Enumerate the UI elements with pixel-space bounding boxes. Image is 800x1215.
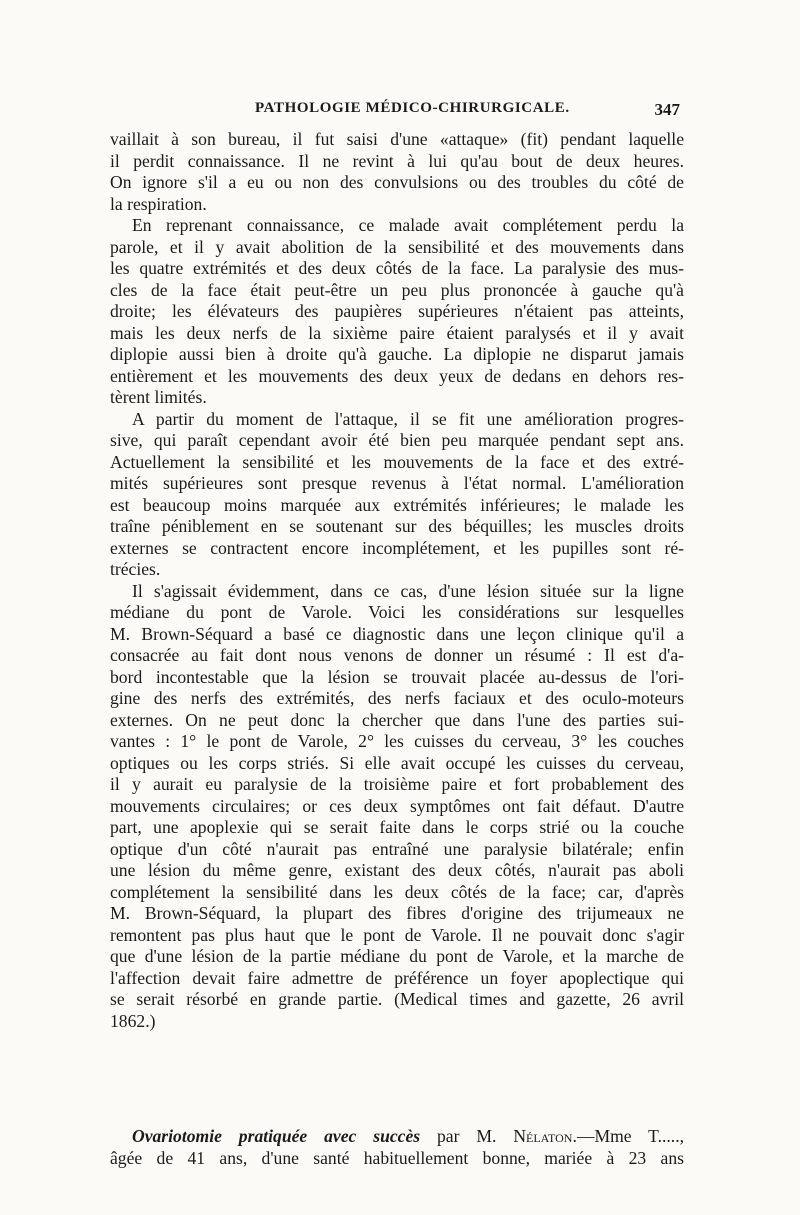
text-line: optiques ou les corps striés. Si elle avait occupé les cuisses du cerveau,: [110, 752, 684, 773]
text-line: la respiration.: [110, 193, 207, 214]
article-heading-rest: .—Mme T.....,: [572, 1126, 684, 1146]
text-line: mouvements circulaires; or ces deux symptômes ont fait défaut. D'autre: [110, 795, 684, 816]
text-line: parole, et il y avait abolition de la sensibilité et des mouvements dans: [110, 236, 684, 257]
text-line: les quatre extrémités et des deux côtés de la face. La paralysie des mus-: [110, 258, 684, 278]
text-line: A partir du moment de l'attaque, il se fit une amélioration progres-: [132, 408, 684, 429]
page-header: [110, 100, 680, 128]
text-line: se serait résorbé en grande partie. (Medical times and gazette, 26 avril: [110, 989, 684, 1009]
text-line: externes se contractent encore incomplétement, et les pupilles sont ré-: [110, 537, 684, 558]
text-line: sive, qui paraît cependant avoir été bien peu marquée pendant sept ans.: [110, 430, 684, 450]
body-text: [110, 129, 684, 1032]
article-heading-line: [110, 1126, 684, 1148]
text-line: part, une apoplexie qui se serait faite dans le corps strié ou la couche: [110, 817, 684, 837]
page-number: 347: [654, 100, 680, 119]
text-line: il y aurait eu paralysie de la troisième paire et fort probablement des: [110, 774, 684, 794]
text-line: gine des nerfs des extrémités, des nerfs faciaux et des oculo-moteurs: [110, 688, 684, 708]
text-line: externes. On ne peut donc la chercher que dans l'une des parties sui-: [110, 709, 684, 730]
text-line: En reprenant connaissance, ce malade avait complétement perdu la: [132, 215, 684, 235]
article-by: par M.: [420, 1126, 514, 1146]
article-title: Ovariotomie pratiquée avec succès: [132, 1126, 421, 1146]
text-line: Il s'agissait évidemment, dans ce cas, d'une lésion située sur la ligne: [132, 580, 684, 601]
text-line: Actuellement la sensibilité et les mouvements de la face et des extré-: [110, 451, 684, 472]
text-line: complétement la sensibilité dans les deux côtés de la face; car, d'après: [110, 881, 684, 902]
text-line: bord incontestable que la lésion se trouvait placée au-dessus de l'ori-: [110, 666, 684, 687]
text-line: traîne péniblement en se soutenant sur des béquilles; les muscles droits: [110, 516, 684, 536]
text-line: On ignore s'il a eu ou non des convulsions ou des troubles du côté de: [110, 172, 684, 192]
text-line: remontent pas plus haut que le pont de Varole. Il ne pouvait donc s'agir: [110, 924, 684, 945]
text-line: 1862.): [110, 1010, 156, 1031]
text-line: l'affection devait faire admettre de préférence un foyer apoplectique qui: [110, 967, 684, 988]
text-line: mités supérieures sont presque revenus à l'état normal. L'amélioration: [110, 473, 684, 493]
text-line: il perdit connaissance. Il ne revint à lui qu'au bout de deux heures.: [110, 150, 684, 171]
running-title: PATHOLOGIE MÉDICO-CHIRURGICALE.: [255, 100, 570, 116]
text-line: M. Brown-Séquard, la plupart des fibres d'origine des trijumeaux ne: [110, 903, 684, 923]
text-line: médiane du pont de Varole. Voici les considérations sur lesquelles: [110, 602, 684, 622]
text-line: âgée de 41 ans, d'une santé habituellement bonne, mariée à 23 ans: [110, 1147, 684, 1168]
text-line: est beaucoup moins marquée aux extrémités inférieures; le malade les: [110, 494, 684, 515]
text-line: droite; les élévateurs des paupières supérieures n'étaient pas atteints,: [110, 301, 684, 321]
text-line: tèrent limités.: [110, 387, 207, 407]
text-line: diplopie aussi bien à droite qu'à gauche. La diplopie ne disparut jamais: [110, 344, 684, 364]
text-line: mais les deux nerfs de la sixième paire étaient paralysés et il y avait: [110, 322, 684, 343]
text-line: M. Brown-Séquard a basé ce diagnostic dans une leçon clinique qu'il a: [110, 623, 684, 644]
text-line: que d'une lésion de la partie médiane du pont de Varole, et la marche de: [110, 946, 684, 966]
text-line: optique d'un côté n'aurait pas entraîné une paralysie bilatérale; enfin: [110, 838, 684, 859]
article-author: Nélaton: [513, 1126, 573, 1146]
next-article: [110, 1126, 684, 1169]
text-line: vaillait à son bureau, il fut saisi d'une «attaque» (fit) pendant laquelle: [110, 129, 684, 149]
text-line: vantes : 1° le pont de Varole, 2° les cuisses du cerveau, 3° les couches: [110, 731, 684, 751]
text-line: une lésion du même genre, existant des deux côtés, n'aurait pas aboli: [110, 860, 684, 880]
text-line: entièrement et les mouvements des deux yeux de dedans en dehors res-: [110, 365, 684, 386]
text-line: trécies.: [110, 559, 161, 579]
text-line: cles de la face était peut-être un peu plus prononcée à gauche qu'à: [110, 279, 684, 300]
text-line: consacrée au fait dont nous venons de donner un résumé : Il est d'a-: [110, 645, 684, 665]
